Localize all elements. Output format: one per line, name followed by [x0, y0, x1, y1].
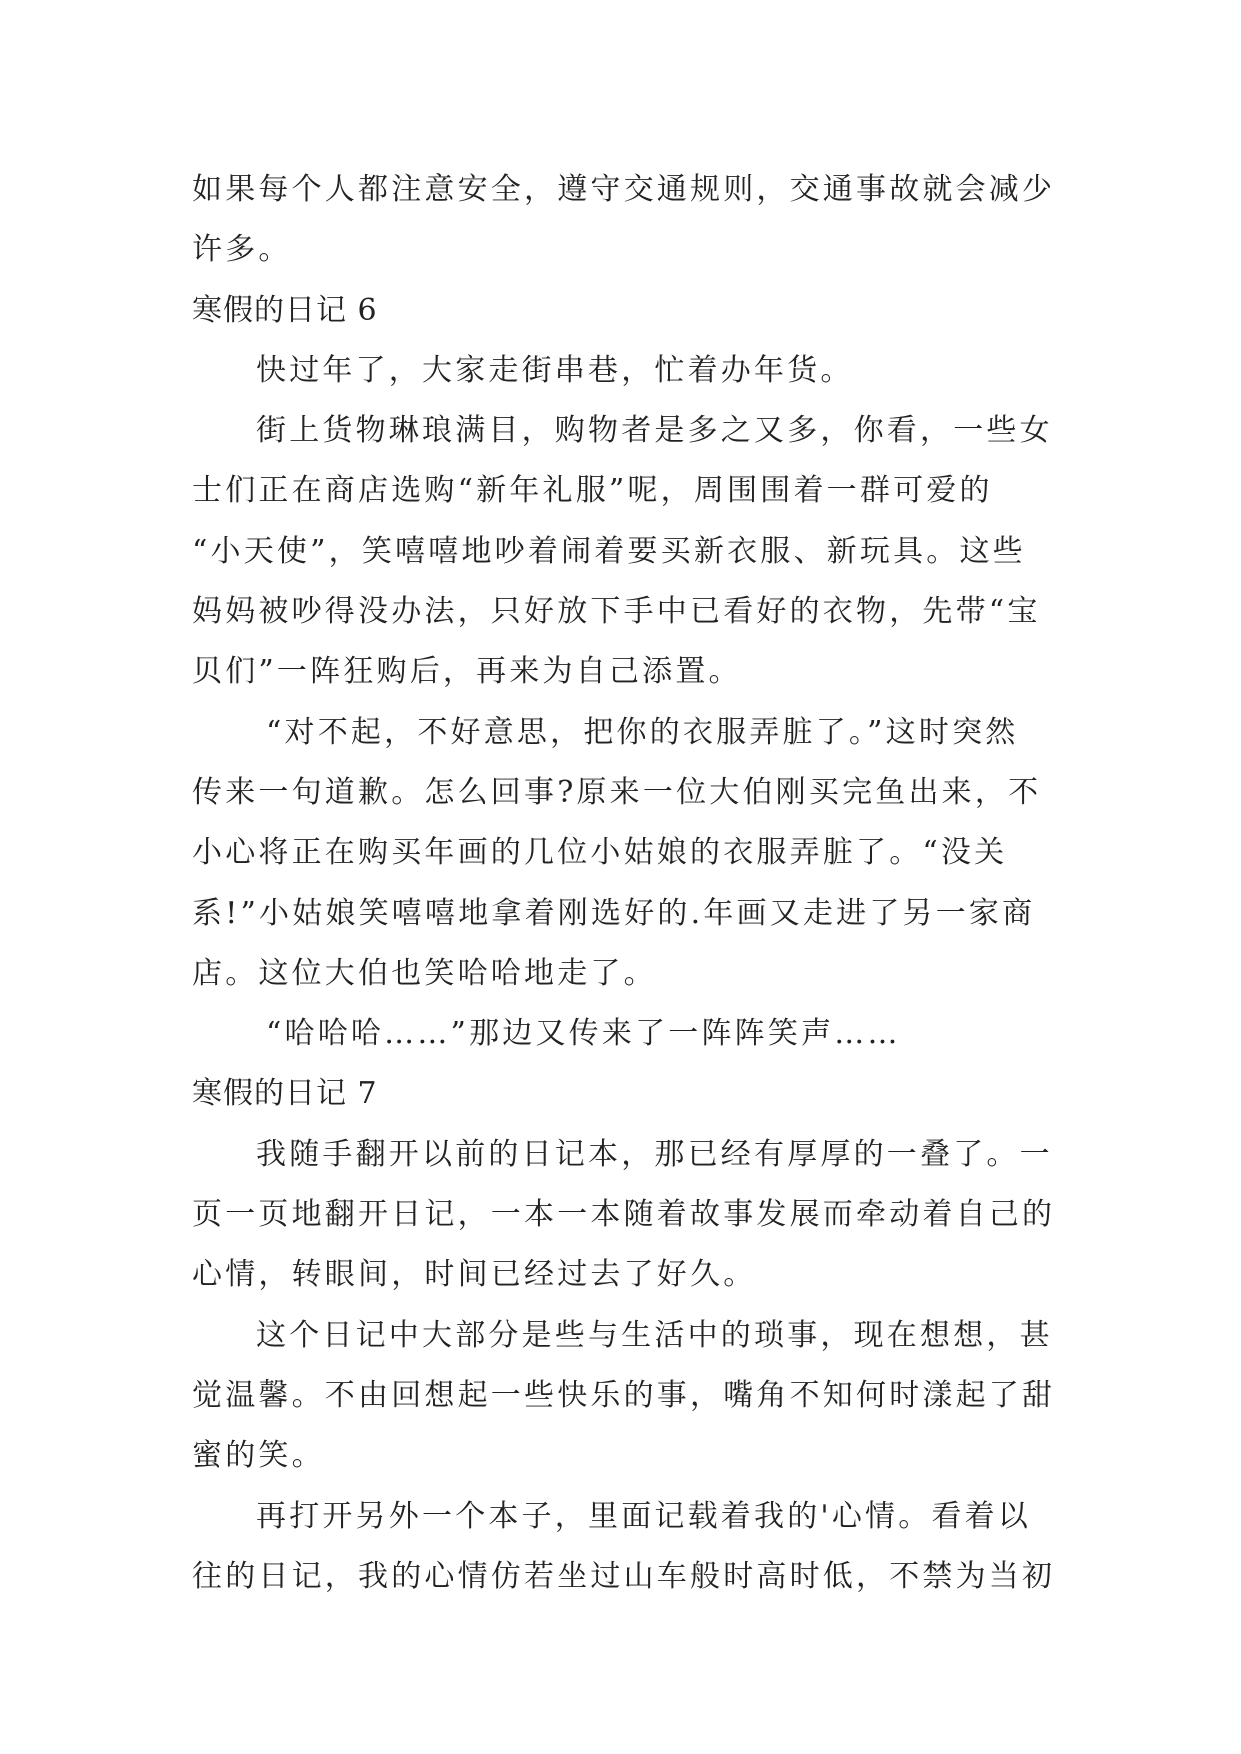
section-heading: 寒假的日记 6 — [192, 292, 378, 328]
text-line: 往的日记，我的心情仿若坐过山车般时高时低，不禁为当初 — [192, 1558, 1056, 1594]
document-page — [192, 160, 1056, 1607]
text-line: 心情，转眼间，时间已经过去了好久。 — [192, 1257, 757, 1293]
text-line: 妈妈被吵得没办法，只好放下手中已看好的衣物，先带“宝 — [192, 594, 1041, 630]
text-line: “哈哈哈……”那边又传来了一阵阵笑声…… — [266, 1016, 901, 1052]
text-line: 这个日记中大部分是些与生活中的琐事，现在想想，甚 — [256, 1317, 1053, 1353]
text-line: 快过年了，大家走街串巷，忙着办年货。 — [256, 352, 854, 388]
text-line: “小天使”，笑嘻嘻地吵着闹着要买新衣服、新玩具。这些 — [192, 533, 1026, 569]
text-line: 街上货物琳琅满目，购物者是多之又多，你看，一些女 — [256, 413, 1053, 449]
text-line: 我随手翻开以前的日记本，那已经有厚厚的一叠了。一 — [256, 1136, 1053, 1172]
section-heading: 寒假的日记 7 — [192, 1076, 378, 1112]
text-line: 页一页地翻开日记，一本一本随着故事发展而牵动着自己的 — [192, 1197, 1056, 1233]
text-line: 传来一句道歉。怎么回事?原来一位大伯刚买完鱼出来，不 — [192, 774, 1042, 810]
text-line: 如果每个人都注意安全，遵守交通规则，交通事故就会减少 — [192, 172, 1056, 207]
text-line: 觉温馨。不由回想起一些快乐的事，嘴角不知何时漾起了甜 — [192, 1377, 1056, 1413]
text-line: 再打开另外一个本子，里面记载着我的'心情。看着以 — [256, 1498, 1032, 1534]
text-line: “对不起，不好意思，把你的衣服弄脏了。”这时突然 — [266, 714, 1019, 750]
text-line: 蜜的笑。 — [192, 1438, 325, 1474]
text-line: 系!”小姑娘笑嘻嘻地拿着刚选好的.年画又走进了另一家商 — [192, 895, 1036, 931]
text-line: 贝们”一阵狂购后，再来为自己添置。 — [192, 654, 742, 690]
text-line: 小心将正在购买年画的几位小姑娘的衣服弄脏了。“没关 — [192, 835, 1008, 871]
text-line: 店。这位大伯也笑哈哈地走了。 — [192, 955, 657, 991]
text-line: 许多。 — [192, 232, 292, 268]
text-line: 士们正在商店选购“新年礼服”呢，周围围着一群可爱的 — [192, 473, 993, 509]
